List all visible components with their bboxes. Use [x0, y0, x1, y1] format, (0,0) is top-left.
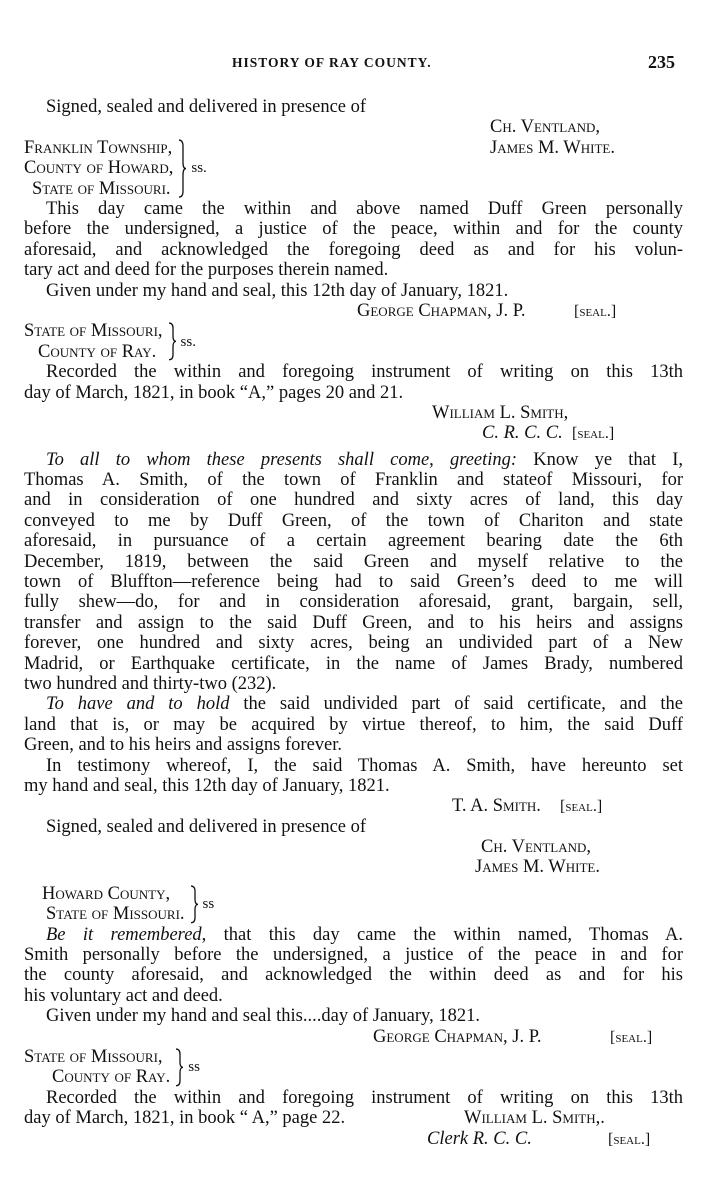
- venue-block: [24, 321, 683, 362]
- text-line: two hundred and thirty-two (232).: [24, 673, 277, 694]
- venue-line: County of Ray.: [52, 1067, 171, 1088]
- text-line: transfer and assign to the said Duff Green, and to his heirs and assigns: [24, 612, 683, 633]
- text-line: day of March, 1821, in book “A,” pages 20 and 21.: [24, 382, 404, 403]
- text-fragment: , that this day came the within named, Thomas A.: [201, 924, 683, 945]
- seal-mark: [seal.]: [574, 302, 617, 320]
- text-line: [24, 925, 683, 945]
- venue-lines: [24, 884, 185, 925]
- text-line: [24, 694, 683, 714]
- venue-lines: [24, 138, 173, 199]
- signature-line: [24, 301, 683, 321]
- witness-name: [24, 837, 683, 857]
- text-line: Recorded the within and foregoing instrument of writing on this 13th: [46, 1087, 683, 1108]
- seal-mark: [seal.]: [572, 425, 615, 443]
- witness-name: [24, 857, 683, 877]
- attestation-line: Signed, sealed and delivered in presence of: [46, 97, 367, 117]
- text-fragment: day of March, 1821, in book “ A,” page 22.: [24, 1108, 346, 1129]
- text-line: Madrid, or Earthquake certificate, in the name of James Brady, numbered: [24, 653, 683, 674]
- text-line: my hand and seal, this 12th day of January, 1821.: [24, 775, 390, 796]
- signature-line: [24, 403, 683, 423]
- venue-line: State of Missouri.: [32, 178, 171, 199]
- witness-1: Ch. Ventland,: [481, 837, 592, 858]
- ss-mark: ss: [188, 1059, 200, 1076]
- venue-lines: [24, 1047, 170, 1088]
- venue-block: [24, 884, 683, 925]
- text-line: In testimony whereof, I, the said Thomas A. Smith, have hereunto set: [46, 755, 683, 776]
- brace-icon: [174, 1047, 184, 1088]
- venue-line: Howard County,: [42, 883, 171, 904]
- signer-name: T. A. Smith.: [452, 796, 541, 817]
- text-line: fully shew—do, for and in consideration aforesaid, grant, bargain, sell,: [24, 592, 683, 613]
- venue-line: State of Missouri.: [46, 904, 185, 925]
- signature-line: [24, 796, 683, 816]
- text-line: Thomas A. Smith, of the town of Franklin and stateof Missouri, for: [24, 470, 683, 491]
- header-title: HISTORY OF RAY COUNTY.: [232, 55, 432, 70]
- venue-lines: [24, 321, 163, 362]
- ss-mark: ss.: [191, 160, 207, 177]
- ss-mark: ss: [202, 896, 215, 913]
- text-line: tary act and deed for the purposes therein named.: [24, 260, 389, 281]
- witness-name: [24, 117, 683, 137]
- venue-line: County of Ray.: [38, 341, 157, 362]
- brace-icon: [177, 138, 187, 199]
- text-line: his voluntary act and deed.: [24, 985, 223, 1006]
- text-line: Given under my hand and seal this....day of January, 1821.: [46, 1006, 480, 1027]
- text-line: [24, 1108, 683, 1128]
- witness-2: James M. White.: [475, 857, 600, 878]
- clerk-title: Clerk R. C. C.: [427, 1128, 532, 1149]
- page-number: 235: [648, 52, 675, 72]
- text-line: Smith personally before the undersigned, a justice of the peace in and for: [24, 945, 683, 966]
- text-line: Given under my hand and seal, this 12th day of January, 1821.: [46, 280, 509, 301]
- text-line: aforesaid, in pursuance of a certain agreement bearing date the 6th: [24, 531, 683, 552]
- clerk-title: C. R. C. C.: [482, 423, 563, 444]
- witness-1: Ch. Ventland,: [490, 117, 601, 138]
- italic-remembered: Be it remembered: [46, 924, 202, 945]
- signature-line: [24, 1129, 683, 1149]
- text-line: before the undersigned, a justice of the peace, within and for the county: [24, 219, 683, 240]
- attestation-line: Signed, sealed and delivered in presence of: [46, 816, 367, 837]
- venue-line: County of Howard,: [24, 158, 174, 179]
- text-fragment: Know ye that I,: [517, 449, 683, 470]
- text-line: land that is, or may be acquired by virtue thereof, to him, the said Duff: [24, 714, 683, 735]
- clerk-name: William L. Smith,.: [464, 1108, 605, 1129]
- venue-line: State of Missouri,: [24, 1047, 163, 1068]
- signature-line: [24, 423, 683, 443]
- text-line: and in consideration of one hundred and sixty acres of land, this day: [24, 490, 683, 511]
- ss-mark: ss.: [180, 333, 196, 350]
- seal-mark: [seal.]: [608, 1130, 651, 1148]
- italic-opening: To all to whom these presents shall come, greeting:: [46, 449, 518, 470]
- witness-2: James M. White.: [490, 137, 615, 158]
- seal-mark: [seal.]: [560, 798, 603, 816]
- seal-mark: [seal.]: [610, 1028, 653, 1046]
- text-fragment: the said undivided part of said certificate, and the: [229, 694, 683, 715]
- venue-line: Franklin Township,: [24, 137, 173, 158]
- venue-line: State of Missouri,: [24, 321, 163, 342]
- page-body: [24, 97, 683, 1149]
- text-line: [24, 450, 683, 470]
- jp-name: George Chapman, J. P.: [357, 300, 526, 321]
- text-line: Green, and to his heirs and assigns forever.: [24, 735, 343, 756]
- italic-habendum: To have and to hold: [46, 694, 230, 715]
- text-line: town of Bluffton—reference being had to said Green’s deed to me will: [24, 572, 683, 593]
- venue-block: [24, 1047, 683, 1088]
- text-line: Recorded the within and foregoing instrument of writing on this 13th: [46, 362, 683, 383]
- running-header: [0, 52, 726, 75]
- text-line: the county aforesaid, and acknowledged the within deed as and for his: [24, 965, 683, 986]
- signature-line: [24, 1027, 683, 1047]
- venue-block: [24, 138, 683, 199]
- text-line: aforesaid, and acknowledged the foregoing deed as and for his volun-: [24, 239, 683, 260]
- brace-icon: [167, 321, 177, 362]
- jp-name: George Chapman, J. P.: [373, 1026, 542, 1047]
- text-line: forever, one hundred and sixty acres, being an undivided part of a New: [24, 633, 683, 654]
- text-line: conveyed to me by Duff Green, of the town of Chariton and state: [24, 510, 683, 531]
- clerk-name: William L. Smith,: [432, 402, 569, 423]
- text-line: This day came the within and above named Duff Green personally: [46, 198, 683, 219]
- brace-icon: [189, 884, 199, 925]
- text-line: December, 1819, between the said Green and myself relative to the: [24, 551, 683, 572]
